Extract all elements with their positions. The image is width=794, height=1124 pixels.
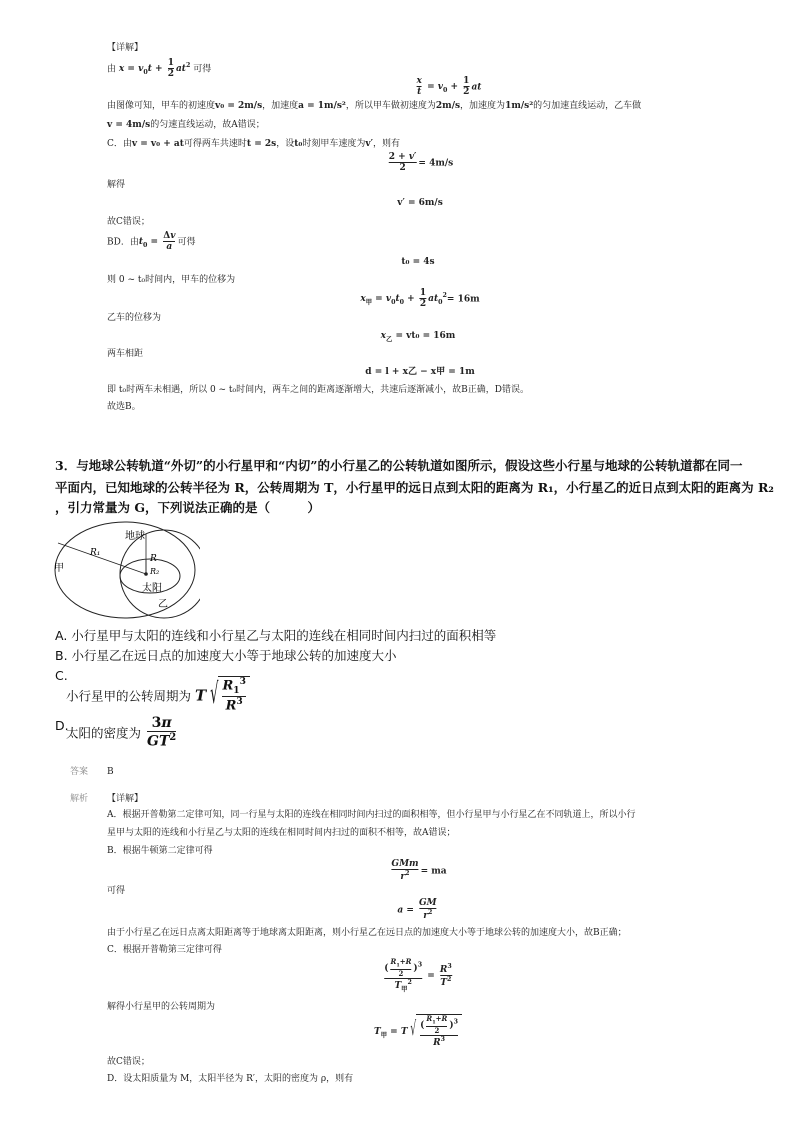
conclusion-line: 即 t₀时两车未相遇，所以 0 ~ t₀时间内，两车之间的距离逐渐增大，共速后逐渐减小，故B正确，D错误。	[107, 385, 529, 395]
answer-detail-label: 【详解】	[107, 794, 144, 804]
eq-d: d = l + x乙 − x甲 = 1m	[365, 367, 475, 377]
text-line-4: v = 4m/s的匀速直线运动，故A错误；	[107, 120, 265, 130]
option-c[interactable]: 小行星甲的公转周期为 T √ $\frac{R_1^3}{R^3}$	[66, 676, 250, 715]
answer-b-concl: 由于小行星乙在远日点离太阳距离等于地球离太阳距离，则小行星乙在远日点的加速度大小等于地球公转的加速度大小，故B正确；	[107, 928, 627, 938]
question-line-1: 3．与地球公转轨道“外切”的小行星甲和“内切”的小行星乙的公转轨道如图所示，假设这些小行星与地球的公转轨道都在同一	[55, 458, 743, 473]
question-line-3: ，引力常量为 G，下列说法正确的是（ ）	[55, 500, 321, 515]
yi-disp-line: 乙车的位移为	[107, 313, 162, 323]
orbit-diagram	[50, 518, 200, 622]
eq-avg-velocity: $\frac{x}{t}$ = $v_0$ + $\frac{1}{2}$ at	[416, 76, 482, 98]
option-b[interactable]: B. 小行星乙在远日点的加速度大小等于地球公转的加速度大小	[55, 648, 397, 663]
option-c-label[interactable]: C.	[55, 668, 68, 683]
option-d[interactable]: 太阳的密度为 $\frac{3\pi}{GT^2}$	[66, 715, 177, 750]
label-jia: 甲	[54, 563, 64, 574]
label-R1: R₁	[90, 548, 101, 558]
question-line-2: 平面内，已知地球的公转半径为 R，公转周期为 T，小行星甲的远日点到太阳的距离为 R₁，小行星乙的近日点到太阳的距离为 R₂	[55, 480, 774, 495]
answer-b1: B．根据牛顿第二定律可得	[107, 846, 213, 856]
answer-d1: D．设太阳质量为 M，太阳半径为 R′，太阳的密度为 ρ，则有	[107, 1074, 354, 1084]
label-yi: 乙	[158, 599, 168, 610]
label-earth: 地球	[125, 531, 145, 542]
sun-dot	[144, 572, 148, 576]
jia-disp-line: 则 0 ~ t₀时间内，甲车的位移为	[107, 275, 236, 285]
eq-kepler3: ( $\frac{R_1+R}{2}$ )$^3$ $T_甲^2$ = $\frac{R^3}{T^2}$	[384, 957, 452, 993]
eq-period-jia: $T_甲 = T$ √ ( $\frac{R_1+R}{2}$ )$^3$ $R^3$	[374, 1014, 462, 1048]
answer-c1: C．根据开普勒第三定律可得	[107, 945, 222, 955]
option-d-label[interactable]: D.	[55, 718, 69, 733]
eq-x-jia: $x_甲 = v_0t_0$ + $\frac{1}{2}$ $at_0^2= 16m$	[360, 288, 480, 310]
eq-acc: a = $\frac{GM}{r^2}$	[397, 898, 437, 922]
answer-label: 答案	[70, 767, 89, 777]
answer-kede: 可得	[107, 886, 126, 896]
jiede-1: 解得	[107, 180, 126, 190]
answer-c-solve: 解得小行星甲的公转周期为	[107, 1002, 216, 1012]
eq-vprime: v′ = 6m/s	[397, 198, 443, 208]
answer-c-wrong: 故C错误；	[107, 1057, 150, 1067]
eq-line-1: 由 $x = v_0t$ + $\frac{1}{2}$ $at^2$ 可得	[107, 58, 212, 80]
label-R2: R₂	[150, 567, 160, 576]
bd-line: BD．由$t_0$ = $\frac{\Delta v}{a}$ 可得	[107, 231, 196, 253]
answer-a1: A．根据开普勒第二定律可知，同一行星与太阳的连线在相同时间内扫过的面积相等，但小行星甲与小行星乙在不同轨道上，所以小行	[107, 810, 636, 820]
label-R: R	[150, 554, 157, 564]
eq-newton: $\frac{\text{GMm}}{r^2}$ = ma	[391, 859, 447, 883]
eq-avg-speed: $\frac{2 + v'}{2}$ = 4m/s	[388, 152, 454, 174]
option-a[interactable]: A. 小行星甲与太阳的连线和小行星乙与太阳的连线在相同时间内扫过的面积相等	[55, 628, 497, 643]
answer-value: B	[107, 767, 114, 777]
label-sun: 太阳	[142, 583, 162, 594]
dist-line: 两车相距	[107, 349, 144, 359]
text-line-5: C．由v = v₀ + at可得两车共速时t = 2s，设t₀时刻甲车速度为v′，则有	[107, 139, 400, 149]
analysis-label: 解析	[70, 794, 89, 804]
eq-x-yi: $x_乙 = vt_0 = 16m$	[380, 331, 456, 343]
answer-a2: 星甲与太阳的连线和小行星乙与太阳的连线在相同时间内扫过的面积不相等，故A错误；	[107, 828, 456, 838]
c-wrong-1: 故C错误；	[107, 217, 150, 227]
choose-line: 故选B。	[107, 402, 141, 412]
detail-label: 【详解】	[107, 43, 144, 53]
line-R1	[58, 543, 146, 574]
eq-t0: t₀ = 4s	[401, 257, 435, 267]
text-line-3: 由图像可知，甲车的初速度v₀ = 2m/s，加速度a = 1m/s²，所以甲车做初速度为2m/s，加速度为1m/s²的匀加速直线运动，乙车做	[107, 101, 642, 111]
